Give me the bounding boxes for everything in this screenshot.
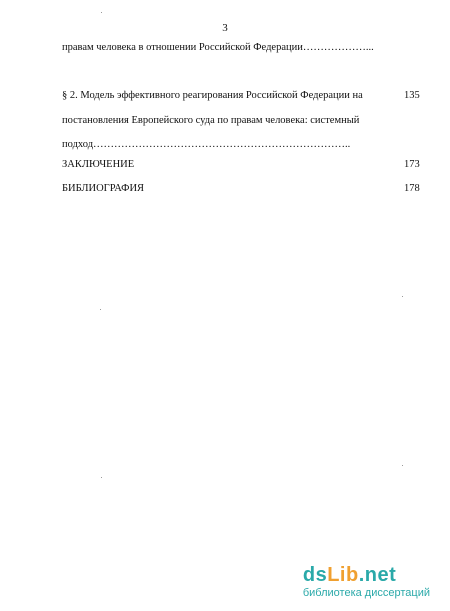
toc-line-continuation: правам человека в отношении Российской Федерации………………...	[62, 42, 374, 53]
scan-speck	[101, 12, 102, 13]
scan-speck	[101, 477, 102, 478]
toc-entry-bibliography: БИБЛИОГРАФИЯ	[62, 183, 145, 194]
toc-entry-section-2-cont: постановления Европейского суда по правам человека: системный	[62, 115, 360, 126]
toc-entry-section-2-end: подход………………………………………………………………..	[62, 139, 351, 150]
toc-entry-conclusion: ЗАКЛЮЧЕНИЕ	[62, 159, 135, 170]
watermark-subtitle: библиотека диссертаций	[302, 587, 430, 599]
toc-entry-section-2: § 2. Модель эффективного реагирования Российской Федерации на	[62, 90, 363, 101]
toc-page-section-2: 135	[404, 90, 420, 101]
logo-part-ds: ds	[302, 564, 328, 586]
dslib-logo	[303, 565, 430, 585]
toc-page-conclusion: 173	[404, 159, 420, 170]
scan-speck	[402, 465, 403, 466]
logo-part-net: .net	[358, 564, 397, 586]
dslib-watermark	[303, 565, 430, 599]
scan-speck	[100, 309, 101, 310]
logo-part-lib: Lib	[327, 564, 359, 586]
toc-page-bibliography: 178	[404, 183, 420, 194]
scan-speck	[402, 296, 403, 297]
page-number: 3	[222, 22, 228, 34]
